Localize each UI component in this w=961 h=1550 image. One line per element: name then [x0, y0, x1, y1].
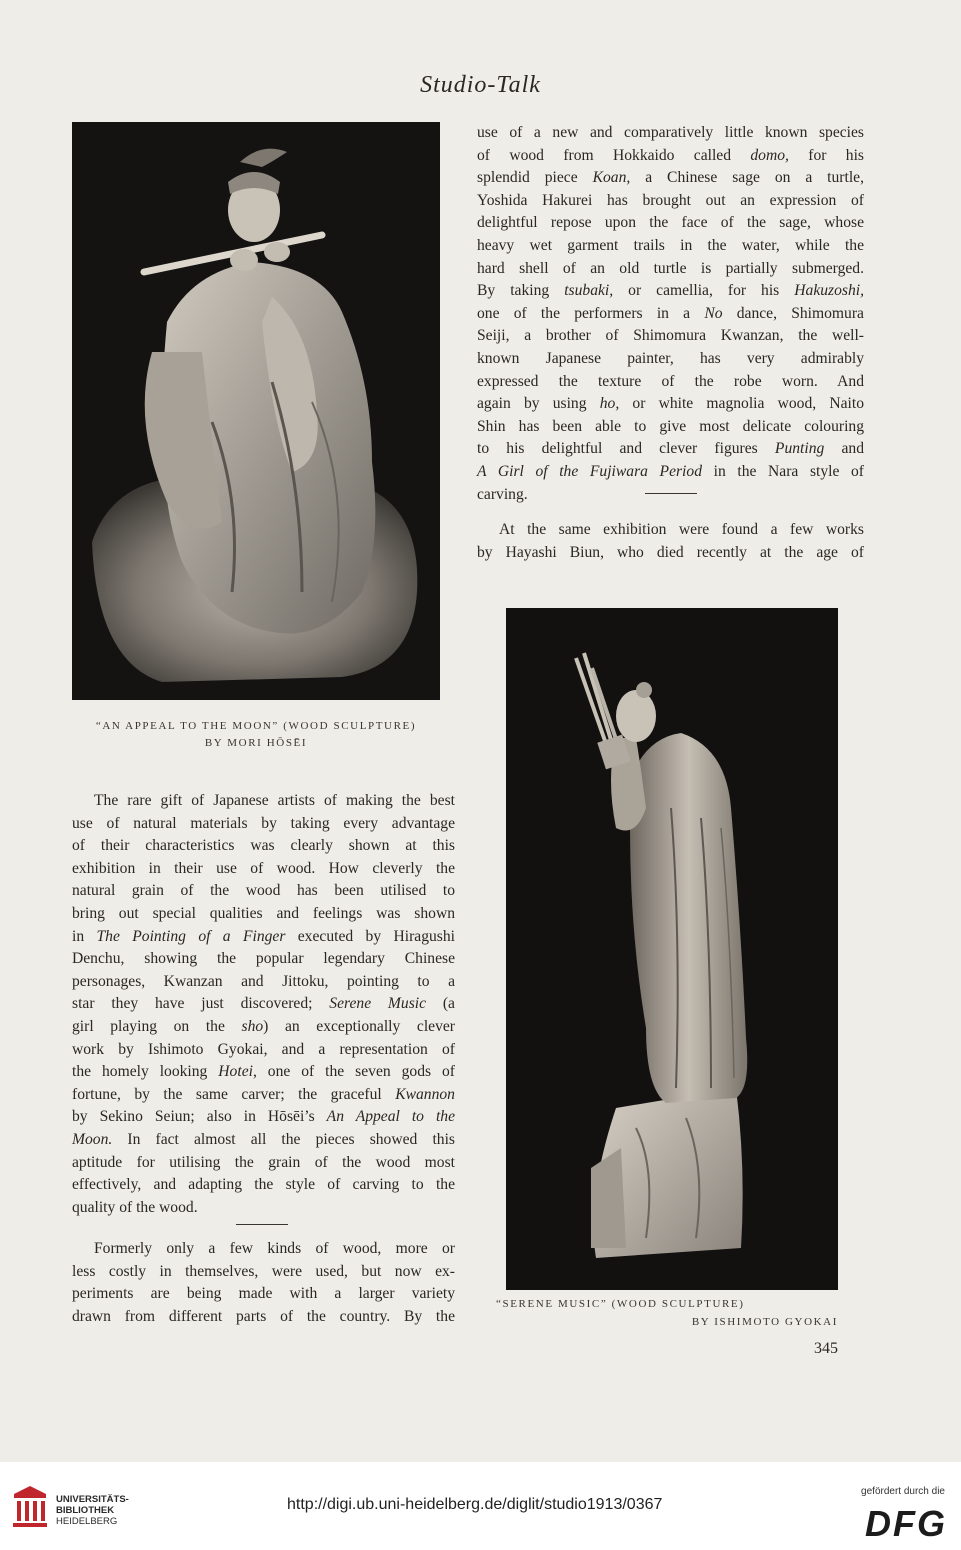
text-line: by Sekino Seiun; also in Hōsēi’s An Appeal to the	[72, 1108, 455, 1126]
text-line: Moon. In fact almost all the pieces showed this	[72, 1130, 455, 1148]
text-line: At the same exhibition were found a few works	[499, 521, 864, 538]
plate2-caption-artist: BY ISHIMOTO GYOKAI	[691, 1316, 838, 1328]
flute-player-sculpture-image	[72, 122, 440, 700]
text-line: exhibition in their use of wood. How cleverly the	[72, 859, 455, 877]
right-column-text	[477, 122, 864, 506]
right-column-paragraph-2	[477, 519, 864, 564]
plate1-caption-title: “AN APPEAL TO THE MOON” (WOOD SCULPTURE)	[95, 720, 417, 732]
text-line: drawn from different parts of the country. By the	[72, 1307, 455, 1325]
text-line: the homely looking Hotei, one of the seven gods of	[72, 1063, 455, 1081]
plate1-caption-artist: BY MORI HŌSĒI	[204, 737, 308, 749]
text-line: less costly in themselves, were used, but now ex-	[72, 1262, 455, 1280]
text-line: Formerly only a few kinds of wood, more or	[94, 1240, 455, 1257]
text-line: star they have just discovered; Serene Music (a	[72, 995, 455, 1013]
section-divider	[645, 493, 697, 494]
text-line: effectively, and adapting the style of carving to the	[72, 1176, 455, 1194]
text-line: By taking tsubaki, or camellia, for his Hakuzoshi,	[477, 282, 865, 300]
text-line: quality of the wood.	[72, 1198, 198, 1216]
text-line: use of natural materials by taking every advantage	[72, 814, 455, 832]
text-line: fortune, by the same carver; the graceful Kwannon	[72, 1085, 455, 1103]
text-line: periments are being made with a larger variety	[72, 1285, 455, 1303]
text-line: aptitude for utilising the grain of the wood most	[72, 1153, 455, 1171]
source-url-link[interactable]: http://digi.ub.uni-heidelberg.de/diglit/studio1913/0367	[287, 1496, 663, 1513]
text-line: bring out special qualities and feelings was shown	[72, 904, 455, 922]
text-line: carving.	[477, 485, 528, 503]
text-line: by Hayashi Biun, who died recently at the age of	[477, 543, 864, 561]
funding-note: gefördert durch die	[861, 1486, 945, 1497]
text-line: The rare gift of Japanese artists of making the best	[94, 792, 455, 809]
text-line: use of a new and comparatively little known species	[477, 124, 864, 141]
text-line: splendid piece Koan, a Chinese sage on a turtle,	[477, 169, 864, 187]
plate2-caption-title: “SERENE MUSIC” (WOOD SCULPTURE)	[496, 1298, 745, 1310]
running-head: Studio-Talk	[420, 72, 541, 98]
text-line: known Japanese painter, has very admirably	[477, 349, 864, 367]
text-line: in The Pointing of a Finger executed by Hiragushi	[72, 927, 455, 945]
text-line: of wood from Hokkaido called domo, for his	[477, 146, 864, 164]
text-line: Seiji, a brother of Shimomura Kwanzan, the well-	[477, 327, 864, 345]
plate-an-appeal-to-the-moon	[72, 122, 440, 700]
page-number: 345	[814, 1340, 838, 1357]
text-line: delightful repose upon the face of the sage, whose	[477, 214, 864, 232]
text-line: Denchu, showing the popular legendary Chinese	[72, 950, 455, 968]
text-line: of their characteristics was clearly shown at this	[72, 837, 455, 855]
text-line: hard shell of an old turtle is partially submerged.	[477, 259, 864, 277]
text-line: Yoshida Hakurei has brought out an expression of	[477, 191, 864, 209]
text-line: girl playing on the sho) an exceptionally clever	[72, 1017, 455, 1035]
text-line: A Girl of the Fujiwara Period in the Nara style of	[477, 462, 865, 480]
text-line: one of the performers in a No dance, Shimomura	[477, 304, 864, 322]
university-library-logo-icon	[10, 1484, 50, 1530]
section-divider	[236, 1224, 288, 1225]
text-line: expressed the texture of the robe worn. And	[477, 372, 864, 390]
institution-name: UNIVERSITÄTS- BIBLIOTHEK HEIDELBERG	[56, 1494, 129, 1527]
text-line: personages, Kwanzan and Jittoku, pointing to a	[72, 972, 455, 990]
text-line: Shin has been able to give most delicate colouring	[477, 417, 864, 435]
text-line: heavy wet garment trails in the water, while the	[477, 236, 864, 254]
text-line: to his delightful and clever figures Punting and	[477, 440, 865, 458]
left-column-paragraph-2	[72, 1238, 455, 1328]
text-line: again by using ho, or white magnolia wood, Naito	[477, 395, 864, 413]
text-line: work by Ishimoto Gyokai, and a representation of	[72, 1040, 455, 1058]
serene-music-sculpture-image	[506, 608, 838, 1290]
left-column-text	[72, 790, 455, 1219]
text-line: natural grain of the wood has been utilised to	[72, 882, 455, 900]
plate-serene-music	[506, 608, 838, 1290]
dfg-logo: DFG	[865, 1503, 947, 1544]
